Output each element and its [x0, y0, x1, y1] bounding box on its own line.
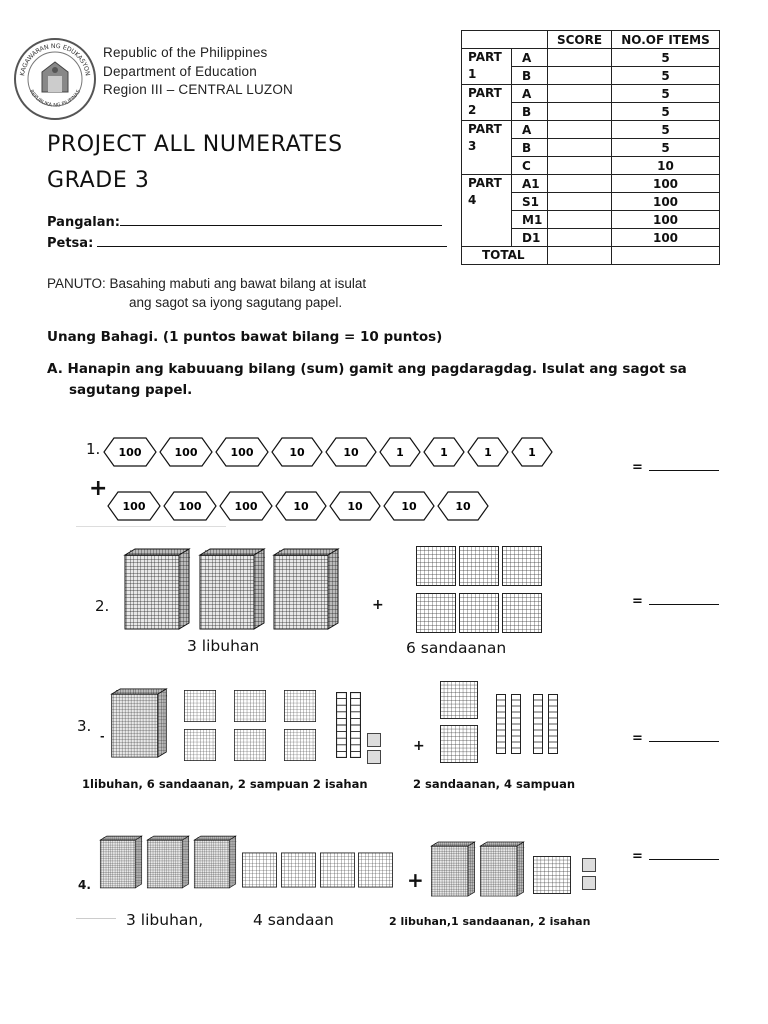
problem-3-number: 3. — [77, 717, 92, 735]
total-label: TOTAL — [462, 247, 548, 265]
hundred-flat — [358, 849, 393, 891]
thousand-cube — [198, 545, 266, 633]
hundred-flat — [278, 729, 322, 761]
items-header: NO.OF ITEMS — [612, 31, 720, 49]
problem-2-number: 2. — [95, 597, 110, 615]
part-1a-label: A — [512, 49, 548, 67]
row2-hexagon-label-5: 10 — [401, 500, 417, 513]
part-4s1-label: S1 — [512, 193, 548, 211]
problem-2-blank[interactable] — [649, 594, 719, 605]
svg-text:KAGAWARAN NG EDUKASYON: KAGAWARAN NG EDUKASYON — [19, 42, 91, 77]
org-line-3: Region III – CENTRAL LUZON — [103, 82, 294, 97]
row2-hexagon-label-2: 100 — [234, 500, 258, 513]
hundred-flat — [459, 593, 499, 633]
part-4a1-label: A1 — [512, 175, 548, 193]
problem-4-answer[interactable] — [632, 849, 719, 864]
row1-hexagon-label-5: 1 — [396, 446, 404, 459]
total-items — [612, 247, 720, 265]
part-3a-label: A — [512, 121, 548, 139]
ten-rod — [548, 685, 558, 763]
problem-3-caption-right: 2 sandaanan, 4 sampuan — [413, 777, 576, 791]
part-1b-label: B — [512, 67, 548, 85]
problem-4-plus: + — [407, 868, 424, 892]
row1-hexagon-label-3: 10 — [289, 446, 305, 459]
part-2b-items: 5 — [612, 103, 720, 121]
problem-3-caption-left: 1libuhan, 6 sandaanan, 2 sampuan 2 isahan — [82, 777, 368, 791]
date-label: Petsa: — [47, 236, 94, 251]
part-1b-items: 5 — [612, 67, 720, 85]
name-label: Pangalan: — [47, 215, 120, 230]
part-4d1-items: 100 — [612, 229, 720, 247]
thousand-cube — [479, 828, 525, 910]
divider-1 — [76, 526, 226, 527]
part-3b-score[interactable] — [548, 139, 612, 157]
problem-4-caption-left-1: 3 libuhan, — [126, 911, 204, 929]
item-a-line-2: sagutang papel. — [69, 382, 193, 398]
problem-4-equals: = — [632, 849, 643, 864]
hundred-flat — [178, 729, 222, 761]
hundred-flat — [533, 855, 571, 895]
problem-3-dash: - — [100, 730, 105, 743]
unit-cube — [582, 876, 596, 890]
part-4-label: PART 4 — [462, 175, 512, 247]
problem-2-plus: + — [372, 597, 384, 613]
part-2a-items: 5 — [612, 85, 720, 103]
problem-1-answer[interactable] — [632, 460, 719, 475]
row2-hexagon-label-0: 100 — [122, 500, 146, 513]
problem-3-blank[interactable] — [649, 731, 719, 742]
hundred-flat — [435, 681, 483, 719]
hundred-flat — [228, 729, 272, 761]
problem-2-answer[interactable] — [632, 594, 719, 609]
part-3a-score[interactable] — [548, 121, 612, 139]
problem-4-caption-right: 2 libuhan,1 sandaanan, 2 isahan — [389, 915, 591, 928]
part-3-label: PART 3 — [462, 121, 512, 175]
part-4s1-items: 100 — [612, 193, 720, 211]
part-4d1-label: D1 — [512, 229, 548, 247]
row1-hexagon-label-0: 100 — [118, 446, 142, 459]
part-4m1-items: 100 — [612, 211, 720, 229]
org-line-1: Republic of the Philippines — [103, 45, 268, 60]
row1-hexagon-label-8: 1 — [528, 446, 536, 459]
part-1a-score[interactable] — [548, 49, 612, 67]
part-3b-label: B — [512, 139, 548, 157]
part-4s1-score[interactable] — [548, 193, 612, 211]
row1-hexagon-label-7: 1 — [484, 446, 492, 459]
name-blank[interactable] — [120, 213, 442, 226]
row1-hexagon-label-1: 100 — [174, 446, 198, 459]
problem-1-plus: + — [89, 476, 108, 501]
hundred-flat — [320, 849, 355, 891]
problem-4-number: 4. — [78, 878, 91, 892]
part-4a1-items: 100 — [612, 175, 720, 193]
org-line-2: Department of Education — [103, 64, 257, 79]
svg-text:REPUBLIKA NG PILIPINAS: REPUBLIKA NG PILIPINAS — [28, 88, 82, 109]
part-4m1-label: M1 — [512, 211, 548, 229]
title-grade: GRADE 3 — [47, 168, 150, 193]
part-3c-label: C — [512, 157, 548, 175]
row1-hexagon-label-2: 100 — [230, 446, 254, 459]
part-2-label: PART 2 — [462, 85, 512, 121]
row2-hexagon-label-1: 100 — [178, 500, 202, 513]
part-3c-items: 10 — [612, 157, 720, 175]
part-3b-items: 5 — [612, 139, 720, 157]
hundred-flat — [416, 593, 456, 633]
hundred-flat — [502, 593, 542, 633]
part-1a-items: 5 — [612, 49, 720, 67]
thousand-cube — [146, 818, 190, 906]
row1-hexagon-label-6: 1 — [440, 446, 448, 459]
part-1-label: PART 1 — [462, 49, 512, 85]
problem-3-plus: + — [413, 738, 425, 754]
section-title: Unang Bahagi. (1 puntos bawat bilang = 10 puntos) — [47, 329, 443, 345]
problem-3-answer[interactable] — [632, 731, 719, 746]
ten-rod — [350, 689, 361, 761]
thousand-cube — [430, 828, 476, 910]
name-field[interactable] — [47, 213, 442, 230]
problem-1-blank[interactable] — [649, 460, 719, 471]
score-header: SCORE — [548, 31, 612, 49]
hundred-flat — [242, 849, 277, 891]
problem-2-equals: = — [632, 594, 643, 609]
ten-rod — [533, 685, 543, 763]
instructions-line-2: ang sagot sa iyong sagutang papel. — [129, 295, 343, 310]
problem-2-caption-right: 6 sandaanan — [406, 639, 507, 657]
thousand-cube — [123, 545, 191, 633]
hundred-flat — [278, 690, 322, 722]
deped-seal — [12, 36, 98, 122]
instructions-line-1: PANUTO: Basahing mabuti ang bawat bilang at isulat — [47, 276, 367, 291]
problem-4-caption-left-2: 4 sandaan — [253, 911, 334, 929]
score-corner — [462, 31, 548, 49]
unit-cube — [367, 733, 381, 747]
date-blank[interactable] — [97, 234, 447, 247]
problem-2-caption-left: 3 libuhan — [187, 637, 260, 655]
ten-rod — [511, 685, 521, 763]
hundred-flat — [178, 690, 222, 722]
row1-hexagon-label-4: 10 — [343, 446, 359, 459]
part-4a1-score[interactable] — [548, 175, 612, 193]
part-1b-score[interactable] — [548, 67, 612, 85]
problem-1-equals: = — [632, 460, 643, 475]
unit-cube — [367, 750, 381, 764]
ten-rod — [496, 685, 506, 763]
problem-4-blank[interactable] — [649, 849, 719, 860]
thousand-cube — [99, 818, 143, 906]
part-4d1-score[interactable] — [548, 229, 612, 247]
hundred-flat — [416, 546, 456, 586]
divider-4 — [76, 918, 116, 919]
item-a-line-1: A. Hanapin ang kabuuang bilang (sum) gamit ang pagdaragdag. Isulat ang sagot sa — [47, 361, 687, 377]
hundred-flat — [228, 690, 272, 722]
part-3a-items: 5 — [612, 121, 720, 139]
thousand-cube — [193, 818, 237, 906]
problem-1-number: 1. — [86, 440, 101, 458]
row2-hexagon-label-4: 10 — [347, 500, 363, 513]
row2-hexagon-label-3: 10 — [293, 500, 309, 513]
problem-1-hexagons — [100, 432, 570, 532]
date-field[interactable] — [47, 234, 447, 251]
hundred-flat — [435, 725, 483, 763]
thousand-cube — [272, 545, 340, 633]
part-3c-score[interactable] — [548, 157, 612, 175]
score-table — [461, 30, 720, 265]
part-2a-label: A — [512, 85, 548, 103]
part-2b-label: B — [512, 103, 548, 121]
part-4m1-score[interactable] — [548, 211, 612, 229]
total-score[interactable] — [548, 247, 612, 265]
hundred-flat — [281, 849, 316, 891]
part-2b-score[interactable] — [548, 103, 612, 121]
row2-hexagon-label-6: 10 — [455, 500, 471, 513]
unit-cube — [582, 858, 596, 872]
problem-3-equals: = — [632, 731, 643, 746]
ten-rod — [336, 689, 347, 761]
part-2a-score[interactable] — [548, 85, 612, 103]
title-project: PROJECT ALL NUMERATES — [47, 132, 343, 157]
hundred-flat — [459, 546, 499, 586]
hundred-flat — [502, 546, 542, 586]
thousand-cube — [110, 678, 168, 768]
